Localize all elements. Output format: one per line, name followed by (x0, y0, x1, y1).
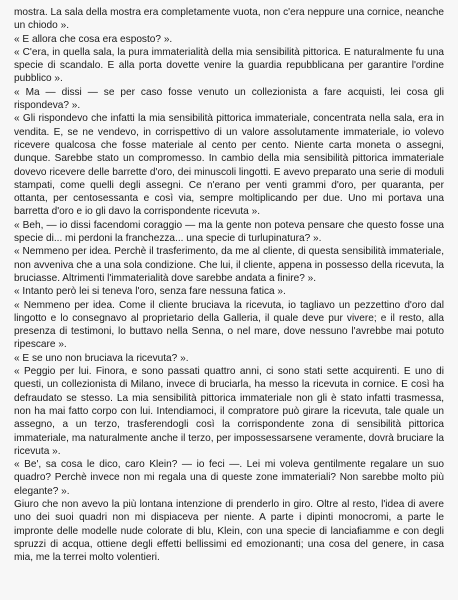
paragraph-12: « Be', sa cosa le dico, caro Klein? — io feci —. Lei mi voleva gentilmente regalare un suo quadro? Perchè invece non mi regala una di queste zone immateriali? Non sarebbe molto più elegante? ». (14, 459, 444, 497)
paragraph-10: « E se uno non bruciava la ricevuta? ». (14, 352, 189, 364)
paragraph-13: Giuro che non avevo la più lontana intenzione di prenderlo in giro. Oltre al resto, l'idea di avere uno dei suoi quadri non mi dispiaceva per niente. A parte i dipinti monocromi, a parte le impronte delle modelle nude colorate di blu, Klein, con una specie di lanciafiamme e con degli spruzzi di acqua, ottiene degli effetti bellissimi ed emozionanti; una cosa del genere, in casa mia, me la terrei molto volentieri. (14, 498, 444, 564)
paragraph-9: « Nemmeno per idea. Come il cliente bruciava la ricevuta, io tagliavo un pezzettino d'oro dal lingotto e lo consegnavo al proprietario della Galleria, il quale deve pur vivere; e il resto, alla presenza di testimoni, lo buttavo nella Senna, o nel mare, dove nessuno l'avrebbe mai potuto ripescare ». (14, 299, 444, 351)
paragraph-8: « Intanto però lei si teneva l'oro, senza fare nessuna fatica ». (14, 286, 286, 298)
paragraph-5: « Gli rispondevo che infatti la mia sensibilità pittorica immateriale, concentrata nella sala, era in vendita. E, se ne vendevo, in corrispettivo di un valore assolutamente immateriale, io volevo ricevere qualcosa che fosse materiale al cento per cento. Niente carta moneta o assegni, dunque. Sarebbe stato un compromesso. In cambio della mia sensibilità pittorica immateriale dovevo ricevere delle barrette d'oro, dei minuscoli lingotti. E avevo preparato una serie di moduli stampati, come quelli degli assegni. Ce n'erano per venti grammi d'oro, per quaranta, per ottanta, per centosessanta e così via, sempre moltiplicando per due. Uno mi portava una barretta d'oro e io gli davo la corrispondente ricevuta ». (14, 113, 444, 218)
paragraph-6: « Beh, — io dissi facendomi coraggio — ma la gente non poteva pensare che questo fosse una specie di... mi perdoni la franchezza... una specie di turlupinatura? ». (14, 219, 444, 245)
paragraph-1: mostra. La sala della mostra era completamente vuota, non c'era neppure una cornice, neanche un chiodo ». (14, 7, 444, 32)
body-text (14, 6, 444, 564)
paragraph-7: « Nemmeno per idea. Perchè il trasferimento, da me al cliente, di questa sensibilità immateriale, non avveniva che a una sola condizione. Che lui, il cliente, appena in possesso della ricevuta, la bruciasse. Altrimenti l'immaterialità dove sarebbe andata a finire? ». (14, 246, 444, 284)
paragraph-11: « Peggio per lui. Finora, e sono passati quattro anni, ci sono stati sette acquirenti. E uno di questi, un collezionista di Milano, invece di bruciarla, ha messo la ricevuta in cornice. E così ha defraudato se stesso. La mia sensibilità pittorica immateriale non gli è stato infatti trasmessa, non ha mai fatto corpo con lui. Intendiamoci, il compratore può girare la ricevuta, tale quale un assegno, a un terzo, trasferendogli così la corrispondente zona di sensibilità pittorica immateriale, ma naturalmente anche il terzo, per impossessarsene veramente, dovrà bruciare la ricevuta ». (14, 366, 444, 457)
paragraph-4: « Ma — dissi — se per caso fosse venuto un collezionista a fare acquisti, lei cosa gli rispondeva? ». (14, 86, 444, 112)
paragraph-2: « E allora che cosa era esposto? ». (14, 33, 173, 45)
paragraph-3: « C'era, in quella sala, la pura immaterialità della mia sensibilità pittorica. E naturalmente fu una specie di scandalo. E alla porta dovette venire la guardia repubblicana per garantire l'ordine pubblico ». (14, 46, 444, 85)
